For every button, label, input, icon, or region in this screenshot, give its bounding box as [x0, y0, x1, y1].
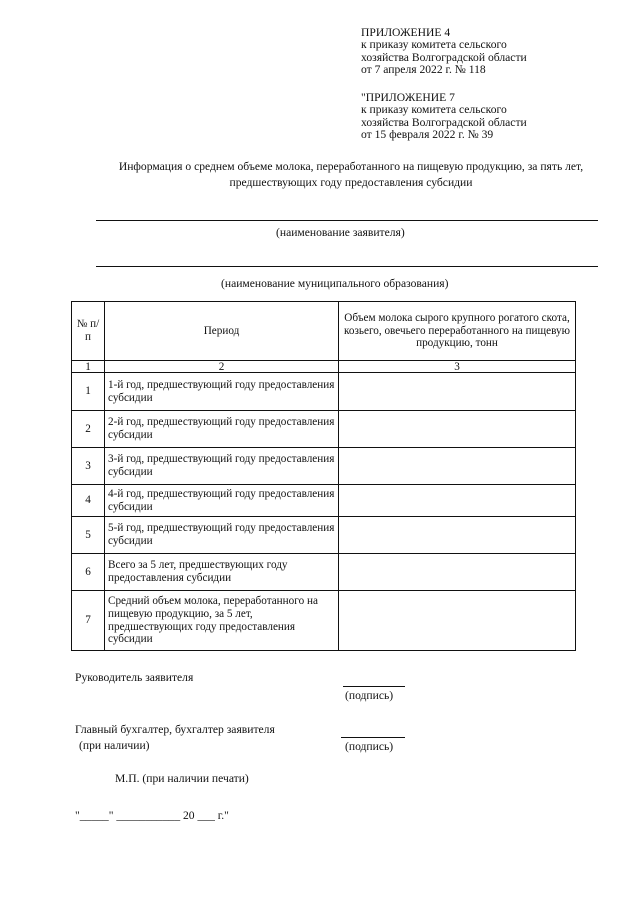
date-line: "_____" ___________ 20 ___ г."	[75, 809, 229, 822]
header-line: к приказу комитета сельского	[361, 38, 507, 52]
table-row	[72, 517, 576, 554]
head-of-applicant-label: Руководитель заявителя	[75, 671, 194, 684]
header-line: хозяйства Волгоградской области	[361, 50, 527, 64]
header-period-cell: Период	[105, 302, 339, 361]
row-volume-cell[interactable]	[339, 485, 576, 517]
head-signature-line	[343, 686, 405, 687]
row-period-cell: Всего за 5 лет, предшествующих году предоставления субсидии	[105, 554, 339, 591]
row-volume-cell[interactable]	[339, 373, 576, 411]
table-row	[72, 591, 576, 651]
appendix-reference-header	[361, 92, 527, 142]
accountant-signature-line	[341, 737, 405, 738]
table-row	[72, 448, 576, 485]
header-number-cell: № п/п	[72, 302, 105, 361]
header-line: от 15 февраля 2022 г. № 39	[361, 128, 494, 142]
column-number-row	[72, 361, 576, 373]
row-volume-cell[interactable]	[339, 448, 576, 485]
row-volume-cell[interactable]	[339, 554, 576, 591]
row-number-cell: 1	[72, 373, 105, 411]
row-number-cell: 6	[72, 554, 105, 591]
row-number-cell: 2	[72, 411, 105, 448]
row-period-cell: 4-й год, предшествующий году предоставления субсидии	[105, 485, 339, 517]
stamp-label: М.П. (при наличии печати)	[115, 772, 249, 785]
applicant-caption: (наименование заявителя)	[276, 226, 405, 239]
signature-caption: (подпись)	[345, 740, 394, 753]
column-number-cell: 2	[105, 361, 339, 373]
header-line: ПРИЛОЖЕНИЕ 4	[361, 26, 451, 39]
row-number-cell: 7	[72, 591, 105, 651]
header-line: от 7 апреля 2022 г. № 118	[361, 63, 486, 77]
column-number-cell: 1	[72, 361, 105, 373]
applicant-name-line	[96, 220, 598, 221]
row-volume-cell[interactable]	[339, 591, 576, 651]
municipality-name-line	[96, 266, 598, 267]
table-row	[72, 485, 576, 517]
row-volume-cell[interactable]	[339, 517, 576, 554]
row-period-cell: Средний объем молока, переработанного на пищевую продукцию, за 5 лет, предшествующих году предоставления субсидии	[105, 591, 339, 651]
header-line: хозяйства Волгоградской области	[361, 115, 527, 129]
row-number-cell: 4	[72, 485, 105, 517]
row-period-cell: 1-й год, предшествующий году предоставления субсидии	[105, 373, 339, 411]
accountant-note: (при наличии)	[79, 739, 150, 752]
table-row	[72, 411, 576, 448]
table-header-row	[72, 302, 576, 361]
signature-caption: (подпись)	[345, 689, 394, 702]
header-line: к приказу комитета сельского	[361, 103, 507, 117]
document-title: Информация о среднем объеме молока, переработанного на пищевую продукцию, за пять лет, предшествующих году предоставления субсидии	[118, 160, 584, 189]
table-row	[72, 554, 576, 591]
row-number-cell: 3	[72, 448, 105, 485]
table-row	[72, 373, 576, 411]
municipality-caption: (наименование муниципального образования)	[221, 277, 449, 290]
milk-volume-table	[71, 301, 576, 651]
row-volume-cell[interactable]	[339, 411, 576, 448]
column-number-cell: 3	[339, 361, 576, 373]
row-period-cell: 3-й год, предшествующий году предоставления субсидии	[105, 448, 339, 485]
order-reference-header	[361, 27, 527, 77]
row-period-cell: 2-й год, предшествующий году предоставления субсидии	[105, 411, 339, 448]
header-volume-cell: Объем молока сырого крупного рогатого скота, козьего, овечьего переработанного на пищевую продукцию, тонн	[339, 302, 576, 361]
row-period-cell: 5-й год, предшествующий году предоставления субсидии	[105, 517, 339, 554]
header-line: "ПРИЛОЖЕНИЕ 7	[361, 91, 455, 104]
chief-accountant-label: Главный бухгалтер, бухгалтер заявителя	[75, 723, 275, 736]
row-number-cell: 5	[72, 517, 105, 554]
